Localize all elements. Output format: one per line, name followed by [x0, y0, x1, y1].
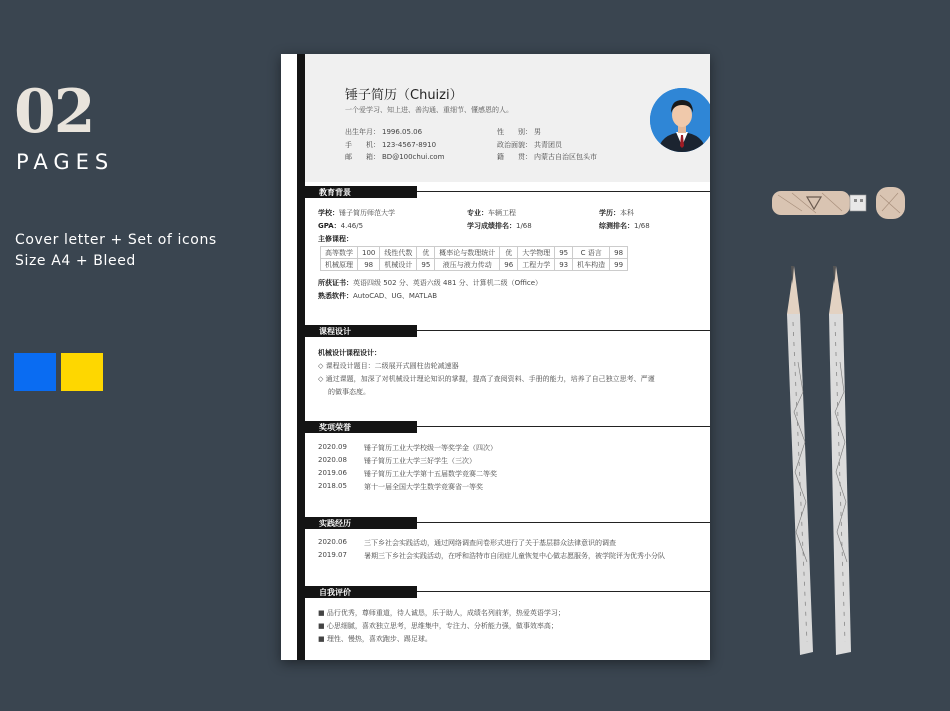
pages-label: PAGES — [16, 150, 115, 174]
award-row: 2020.09 — [318, 443, 347, 451]
award-text: 锤子简历工业大学校级一等奖学金（四次） — [364, 444, 497, 452]
edu-certificates: 所获证书：英语四级 502 分、英语六级 481 分、计算机二级（Office） — [318, 279, 543, 287]
section-awards-title: 奖项荣誉 — [319, 423, 351, 432]
info-political: 政治面貌： 共青团员 — [497, 141, 562, 149]
promo-line-2: Size A4 + Bleed — [15, 253, 136, 269]
section-self-header — [305, 586, 710, 598]
pencil-icon — [780, 262, 820, 657]
grades-table — [320, 246, 628, 271]
practice-date: 2019.07 — [318, 551, 347, 559]
edu-degree: 学历：本科 — [599, 209, 634, 217]
section-practice-title: 实践经历 — [319, 519, 351, 528]
edu-school: 学校：锤子简历师范大学 — [318, 209, 395, 217]
usb-drive-icon — [772, 185, 905, 221]
edu-gpa: GPA：4.46/5 — [318, 222, 364, 230]
pages-count-number: 02 — [14, 77, 94, 147]
edu-overall-rank: 综测排名：1/68 — [599, 222, 650, 230]
info-birth: 出生年月： 1996.05.06 — [345, 128, 423, 136]
course-title: 机械设计课程设计： — [318, 349, 381, 357]
award-row: 2020.08 — [318, 456, 347, 464]
left-margin-strip — [281, 54, 297, 660]
award-row: 2019.06 — [318, 469, 347, 477]
practice-date: 2020.06 — [318, 538, 347, 546]
section-education-header — [305, 186, 710, 198]
table-row: 高等数学 100 线性代数 优 概率论与数理统计 优 大学物理 95 C 语言 98 — [321, 247, 628, 259]
resume-page — [281, 54, 710, 660]
section-practice-header — [305, 517, 710, 529]
resume-motto: 一个爱学习、知上进、善沟通、重细节、懂感恩的人。 — [345, 106, 513, 114]
list-item: ◇ 通过课题，加深了对机械设计理论知识的掌握，提高了查阅资料、手册的能力，培养了自己独立思考、严谨 — [318, 375, 655, 383]
list-item: ■ 心思细腻，喜欢独立思考，思维集中，专注力、分析能力强，做事效率高； — [318, 622, 558, 630]
profile-photo — [650, 88, 710, 152]
resume-header — [305, 54, 710, 182]
info-email: 邮 箱： BD@100chui.com — [345, 153, 445, 161]
list-item: ■ 理性、慢热，喜欢跑步、踢足球。 — [318, 635, 432, 643]
award-text: 锤子简历工业大学三好学生（三次） — [364, 457, 476, 465]
edu-rank: 学习成绩排名：1/68 — [467, 222, 532, 230]
color-swatch-yellow[interactable] — [61, 353, 103, 391]
table-row: 机械原理 98 机械设计 95 液压与液力传动 96 工程力学 93 机车构造 99 — [321, 259, 628, 271]
resume-name: 锤子简历（Chuizi） — [345, 88, 463, 103]
award-text: 锤子简历工业大学第十五届数学竞赛二等奖 — [364, 470, 497, 478]
edu-courses-label: 主修课程： — [318, 235, 353, 243]
list-item: ■ 品行优秀，尊师重道，待人诚恳，乐于助人，成绩名列前茅，热爱英语学习； — [318, 609, 565, 617]
edu-major: 专业：车辆工程 — [467, 209, 516, 217]
info-gender: 性 别： 男 — [497, 128, 541, 136]
section-course-title: 课程设计 — [319, 327, 351, 336]
info-hometown: 籍 贯： 内蒙古自治区包头市 — [497, 153, 597, 161]
edu-software: 熟悉软件：AutoCAD、UG、MATLAB — [318, 292, 438, 300]
list-item: ◇ 课程设计题目：二级展开式圆柱齿轮减速器 — [318, 362, 459, 370]
info-phone: 手 机： 123-4567-8910 — [345, 141, 437, 149]
practice-text: 暑期三下乡社会实践活动，在呼和浩特市自闭症儿童恢复中心做志愿服务，被学院评为优秀小分队 — [364, 552, 665, 560]
section-self-title: 自我评价 — [319, 588, 351, 597]
section-course-header — [305, 325, 710, 337]
promo-line-1: Cover letter + Set of icons — [15, 232, 217, 248]
list-item: 的做事态度。 — [328, 388, 370, 396]
color-swatch-blue[interactable] — [14, 353, 56, 391]
section-education-title: 教育背景 — [319, 188, 351, 197]
award-row: 2018.05 — [318, 482, 347, 490]
award-text: 第十一届全国大学生数学竞赛省一等奖 — [364, 483, 483, 491]
left-black-strip — [297, 54, 305, 660]
practice-text: 三下乡社会实践活动，通过网络调查问卷形式进行了关于基层群众法律意识的调查 — [364, 539, 616, 547]
section-awards-header — [305, 421, 710, 433]
pencil-icon — [820, 262, 860, 657]
